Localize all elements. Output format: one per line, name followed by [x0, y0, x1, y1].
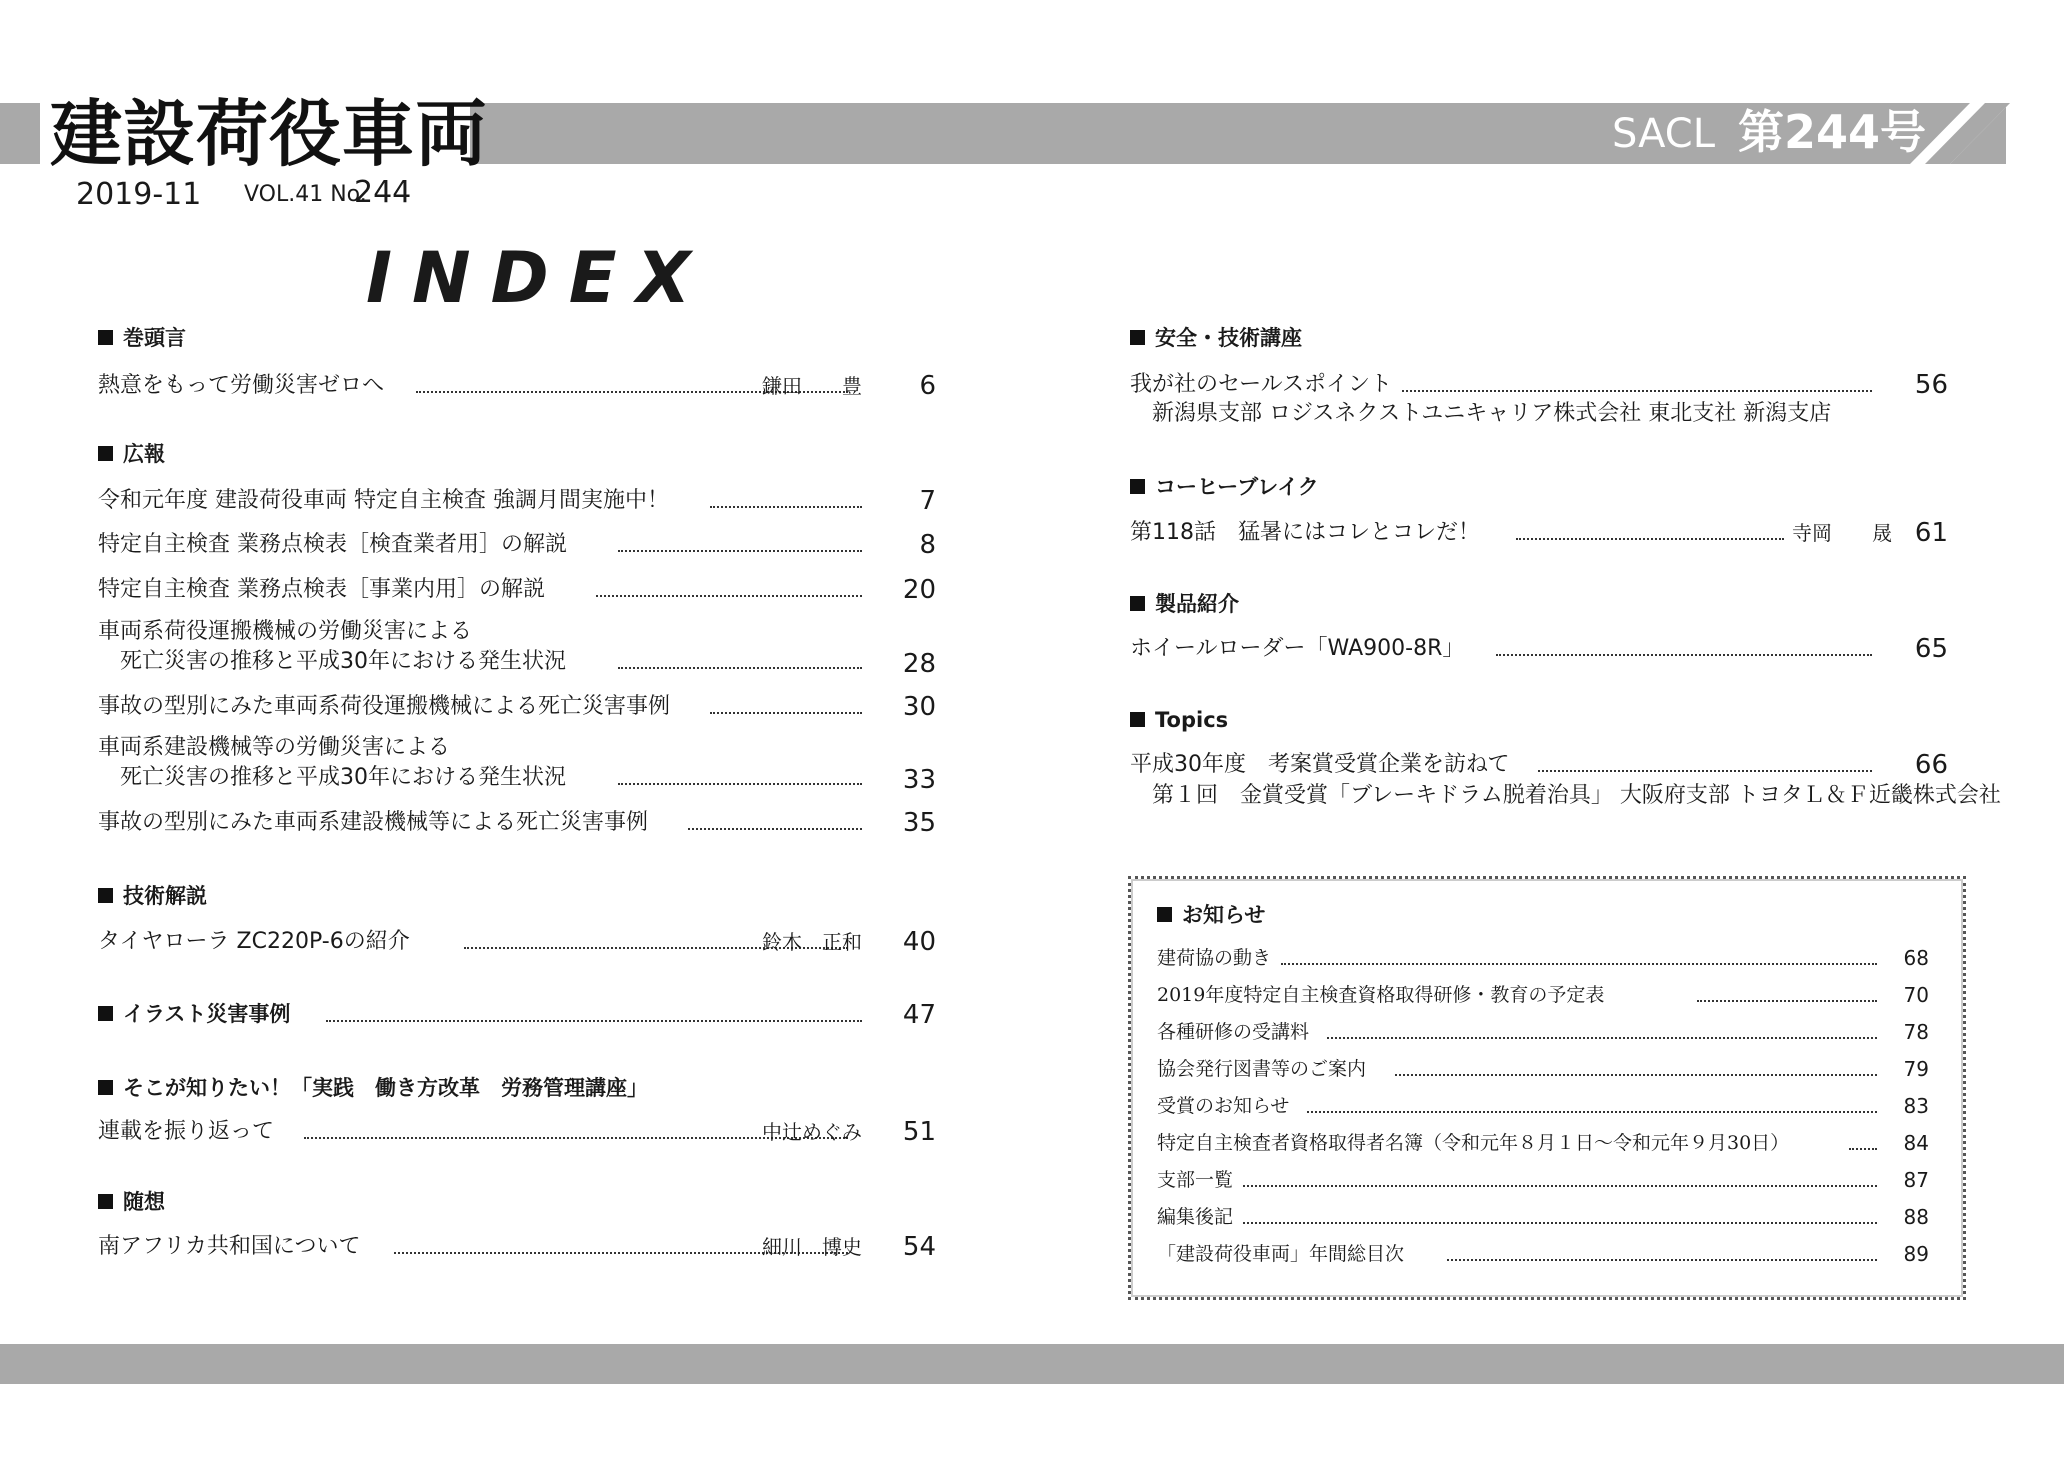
issue-date: 2019-11	[76, 177, 202, 212]
bullet-square-icon	[98, 1080, 113, 1095]
issue-prefix: SACL	[1612, 111, 1716, 157]
bullet-square-icon	[98, 888, 113, 903]
bullet-square-icon	[1157, 907, 1172, 922]
bullet-square-icon	[98, 1006, 113, 1021]
section-heading: お知らせ	[1157, 901, 1265, 929]
section-heading: 広報	[98, 440, 165, 468]
section-heading: 安全・技術講座	[1130, 324, 1302, 352]
bullet-square-icon	[1130, 330, 1145, 345]
section-heading: 製品紹介	[1130, 590, 1239, 618]
section-heading: Topics	[1130, 706, 1228, 734]
toc-row-subtitle: 新潟県支部 ロジスネクストユニキャリア株式会社 東北支社 新潟支店	[1152, 401, 1832, 426]
toc-row-subtitle: 第１回 金賞受賞「ブレーキドラム脱着治具」 大阪府支部 トヨタＬ＆Ｆ近畿株式会社	[1152, 783, 2001, 808]
index-title: INDEX	[366, 237, 711, 319]
issue-number: 第244号	[1738, 105, 1927, 159]
bullet-square-icon	[1130, 712, 1145, 727]
footer-bar	[0, 1344, 2064, 1384]
section-heading: 巻頭言	[98, 324, 186, 352]
bullet-square-icon	[1130, 596, 1145, 611]
bullet-square-icon	[98, 1194, 113, 1209]
section-heading: コーヒーブレイク	[1130, 473, 1319, 501]
bullet-square-icon	[98, 446, 113, 461]
section-heading: 技術解説	[98, 882, 207, 910]
volume-number: 244	[354, 175, 412, 210]
magazine-title: 建設荷役車両	[50, 92, 489, 176]
bullet-square-icon	[1130, 479, 1145, 494]
bullet-square-icon	[98, 330, 113, 345]
volume-label: VOL.41 No.	[244, 182, 367, 207]
section-heading: 随想	[98, 1188, 165, 1216]
notice-box: お知らせ 建荷協の動き 68 2019年度特定自主検査資格取得研修・教育の予定表 70 各種研修の受講料 78 協会発行図書等のご案内 79 受賞のお知らせ 83 特定自主検査者資格取得者名簿（令和元年８月１日～令和元年９月30日） 84 支部一覧 87 編集後記 88 「建設荷役車両」年間総目次 89	[1128, 876, 1966, 1300]
section-heading: そこが知りたい！「実践 働き方改革 労務管理講座」	[98, 1074, 648, 1102]
